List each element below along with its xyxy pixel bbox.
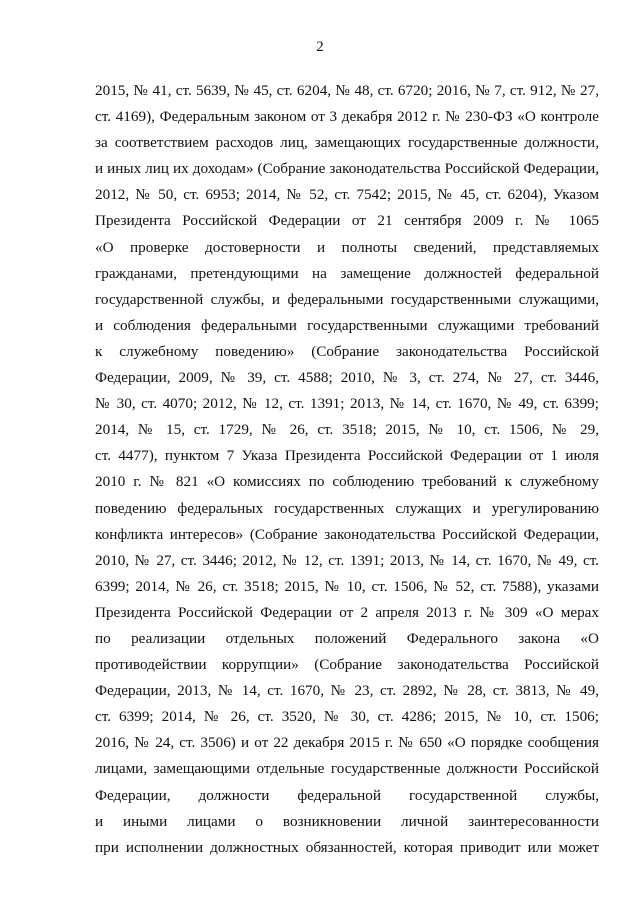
text-line: и иными лицами о возникновении личной заинтересованности: [95, 812, 599, 830]
text-line: и соблюдения федеральными государственными служащими требований: [95, 316, 599, 334]
text-line: 2014, № 15, ст. 1729, № 26, ст. 3518; 2015, № 10, ст. 1506, № 29,: [95, 421, 599, 439]
text-line: ст. 6399; 2014, № 26, ст. 3520, № 30, ст. 4286; 2015, № 10, ст. 1506;: [95, 708, 599, 726]
text-line: конфликта интересов» (Собрание законодательства Российской Федерации,: [95, 525, 599, 543]
text-line: поведению федеральных государственных служащих и урегулированию: [95, 499, 599, 517]
text-line: ст. 4169), Федеральным законом от 3 декабря 2012 г. № 230-ФЗ «О контроле: [95, 108, 599, 126]
text-line: противодействии коррупции» (Собрание законодательства Российской: [95, 656, 599, 674]
text-line: гражданами, претендующими на замещение должностей федеральной: [95, 264, 599, 282]
text-line: лицами, замещающими отдельные государственные должности Российской: [95, 760, 599, 778]
body-text: [95, 78, 599, 861]
text-line: государственной службы, и федеральными государственными служащими,: [95, 290, 599, 308]
text-line: Федерации, 2009, № 39, ст. 4588; 2010, № 3, ст. 274, № 27, ст. 3446,: [95, 369, 599, 387]
text-line: к служебному поведению» (Собрание законодательства Российской: [95, 342, 599, 360]
text-line: 6399; 2014, № 26, ст. 3518; 2015, № 10, ст. 1506, № 52, ст. 7588), указами: [95, 577, 599, 595]
text-line: 2016, № 24, ст. 3506) и от 22 декабря 2015 г. № 650 «О порядке сообщения: [95, 734, 599, 752]
text-line: Федерации, 2013, № 14, ст. 1670, № 23, ст. 2892, № 28, ст. 3813, № 49,: [95, 682, 599, 700]
text-line: по реализации отдельных положений Федерального закона «О: [95, 629, 599, 647]
text-line: Президента Российской Федерации от 2 апреля 2013 г. № 309 «О мерах: [95, 603, 599, 621]
text-line: за соответствием расходов лиц, замещающих государственные должности,: [95, 134, 599, 152]
text-line: при исполнении должностных обязанностей, которая приводит или может: [95, 838, 599, 856]
text-line: 2012, № 50, ст. 6953; 2014, № 52, ст. 7542; 2015, № 45, ст. 6204), Указом: [95, 186, 599, 204]
text-line: 2010 г. № 821 «О комиссиях по соблюдению требований к служебному: [95, 473, 599, 491]
text-line: 2010, № 27, ст. 3446; 2012, № 12, ст. 1391; 2013, № 14, ст. 1670, № 49, ст.: [95, 551, 599, 569]
text-line: «О проверке достоверности и полноты сведений, представляемых: [95, 238, 599, 256]
text-line: Федерации, должности федеральной государственной службы,: [95, 786, 599, 804]
text-line: ст. 4477), пунктом 7 Указа Президента Российской Федерации от 1 июля: [95, 447, 599, 465]
text-line: и иных лиц их доходам» (Собрание законодательства Российской Федерации,: [95, 160, 599, 178]
text-line: № 30, ст. 4070; 2012, № 12, ст. 1391; 2013, № 14, ст. 1670, № 49, ст. 6399;: [95, 395, 599, 413]
text-line: Президента Российской Федерации от 21 сентября 2009 г. № 1065: [95, 212, 599, 230]
page-number: 2: [316, 39, 324, 55]
text-line: 2015, № 41, ст. 5639, № 45, ст. 6204, № 48, ст. 6720; 2016, № 7, ст. 912, № 27,: [95, 82, 599, 99]
